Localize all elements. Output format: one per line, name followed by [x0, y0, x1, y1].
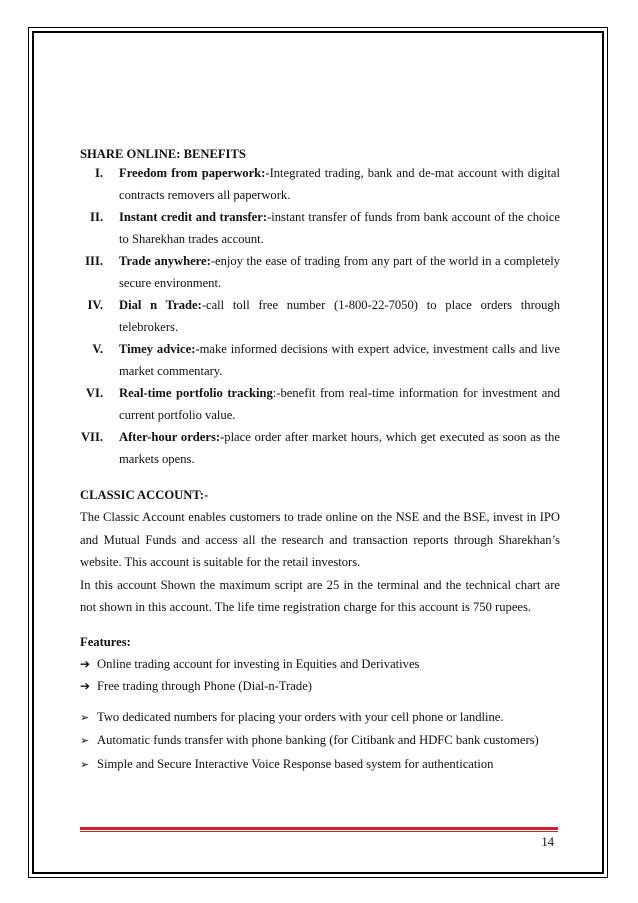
- benefit-title: Timey advice:-: [119, 342, 200, 356]
- benefit-number: III.: [85, 254, 103, 268]
- benefit-text: make informed decisions with expert advice, investment calls and live market commentary.: [119, 342, 560, 378]
- section-heading-benefits: SHARE ONLINE: BENEFITS: [80, 147, 246, 161]
- benefit-number: IV.: [87, 298, 103, 312]
- benefit-item: [80, 338, 560, 382]
- benefit-number: II.: [90, 210, 103, 224]
- classic-paragraph-2: In this account Shown the maximum script are 25 in the terminal and the technical chart are not shown in this account. The life time registration charge for this account is 750 rupees.: [80, 577, 560, 614]
- footer-divider: [80, 827, 558, 830]
- list-item: [80, 706, 560, 730]
- list-item-text: Free trading through Phone (Dial-n-Trade): [97, 679, 312, 693]
- benefit-item: [80, 426, 560, 470]
- benefit-number: V.: [92, 342, 103, 356]
- benefit-item: [80, 250, 560, 294]
- list-item: [80, 729, 560, 753]
- page-number: 14: [541, 835, 554, 849]
- arrowhead-bullet-icon: ➢: [80, 710, 90, 724]
- benefit-title: Instant credit and transfer:: [119, 210, 268, 224]
- features-arrow-list: [80, 653, 560, 698]
- benefit-title: Dial n Trade:: [119, 298, 202, 312]
- section-heading-classic-account: CLASSIC ACCOUNT:-: [80, 488, 209, 502]
- footer-divider-thin: [80, 831, 558, 832]
- list-item: [80, 653, 560, 676]
- arrow-bullet-icon: ➔: [80, 656, 91, 671]
- list-item: [80, 753, 560, 777]
- benefit-title: Freedom from paperwork:: [119, 166, 266, 180]
- benefit-text: :-benefit from real-time information for investment and current portfolio value.: [119, 386, 560, 422]
- benefit-title: After-hour orders:-: [119, 430, 225, 444]
- list-item-text: Automatic funds transfer with phone banking (for Citibank and HDFC bank customers): [97, 733, 539, 747]
- benefit-text: place order after market hours, which get executed as soon as the markets opens.: [119, 430, 560, 466]
- benefit-number: I.: [94, 166, 103, 180]
- benefit-text: -enjoy the ease of trading from any part of the world in a completely secure environment.: [119, 254, 560, 290]
- benefit-item: [80, 162, 560, 206]
- list-item-text: Online trading account for investing in Equities and Derivatives: [97, 656, 420, 671]
- benefit-text: -call toll free number (1-800-22-7050) to place orders through telebrokers.: [119, 298, 560, 334]
- list-item-text: Simple and Secure Interactive Voice Response based system for authentication: [97, 756, 494, 771]
- arrowhead-bullet-icon: ➢: [80, 734, 90, 747]
- benefit-number: VI.: [85, 386, 103, 400]
- benefit-title: Trade anywhere:: [119, 254, 211, 268]
- benefits-list: [80, 162, 560, 470]
- list-item: [80, 675, 560, 698]
- arrowhead-bullet-icon: ➢: [80, 757, 90, 771]
- section-heading-features: Features:: [80, 634, 131, 649]
- benefit-item: [80, 382, 560, 426]
- benefit-text: -Integrated trading, bank and de-mat account with digital contracts removers all paperwork.: [119, 166, 560, 202]
- page-content: [80, 146, 560, 776]
- benefit-text: -instant transfer of funds from bank account of the choice to Sharekhan trades account.: [119, 210, 560, 246]
- features-check-list: [80, 706, 560, 777]
- classic-paragraph-1: The Classic Account enables customers to trade online on the NSE and the BSE, invest in IPO and Mutual Funds and access all the research and transaction reports through Sharekhan’s website. This account is suitable for the retail investors.: [80, 510, 560, 569]
- benefit-title: Real-time portfolio tracking: [119, 386, 273, 400]
- benefit-number: VII.: [80, 430, 103, 444]
- list-item-text: Two dedicated numbers for placing your orders with your cell phone or landline.: [97, 709, 504, 724]
- benefit-item: [80, 206, 560, 250]
- benefit-item: [80, 294, 560, 338]
- arrow-bullet-icon: ➔: [80, 679, 91, 693]
